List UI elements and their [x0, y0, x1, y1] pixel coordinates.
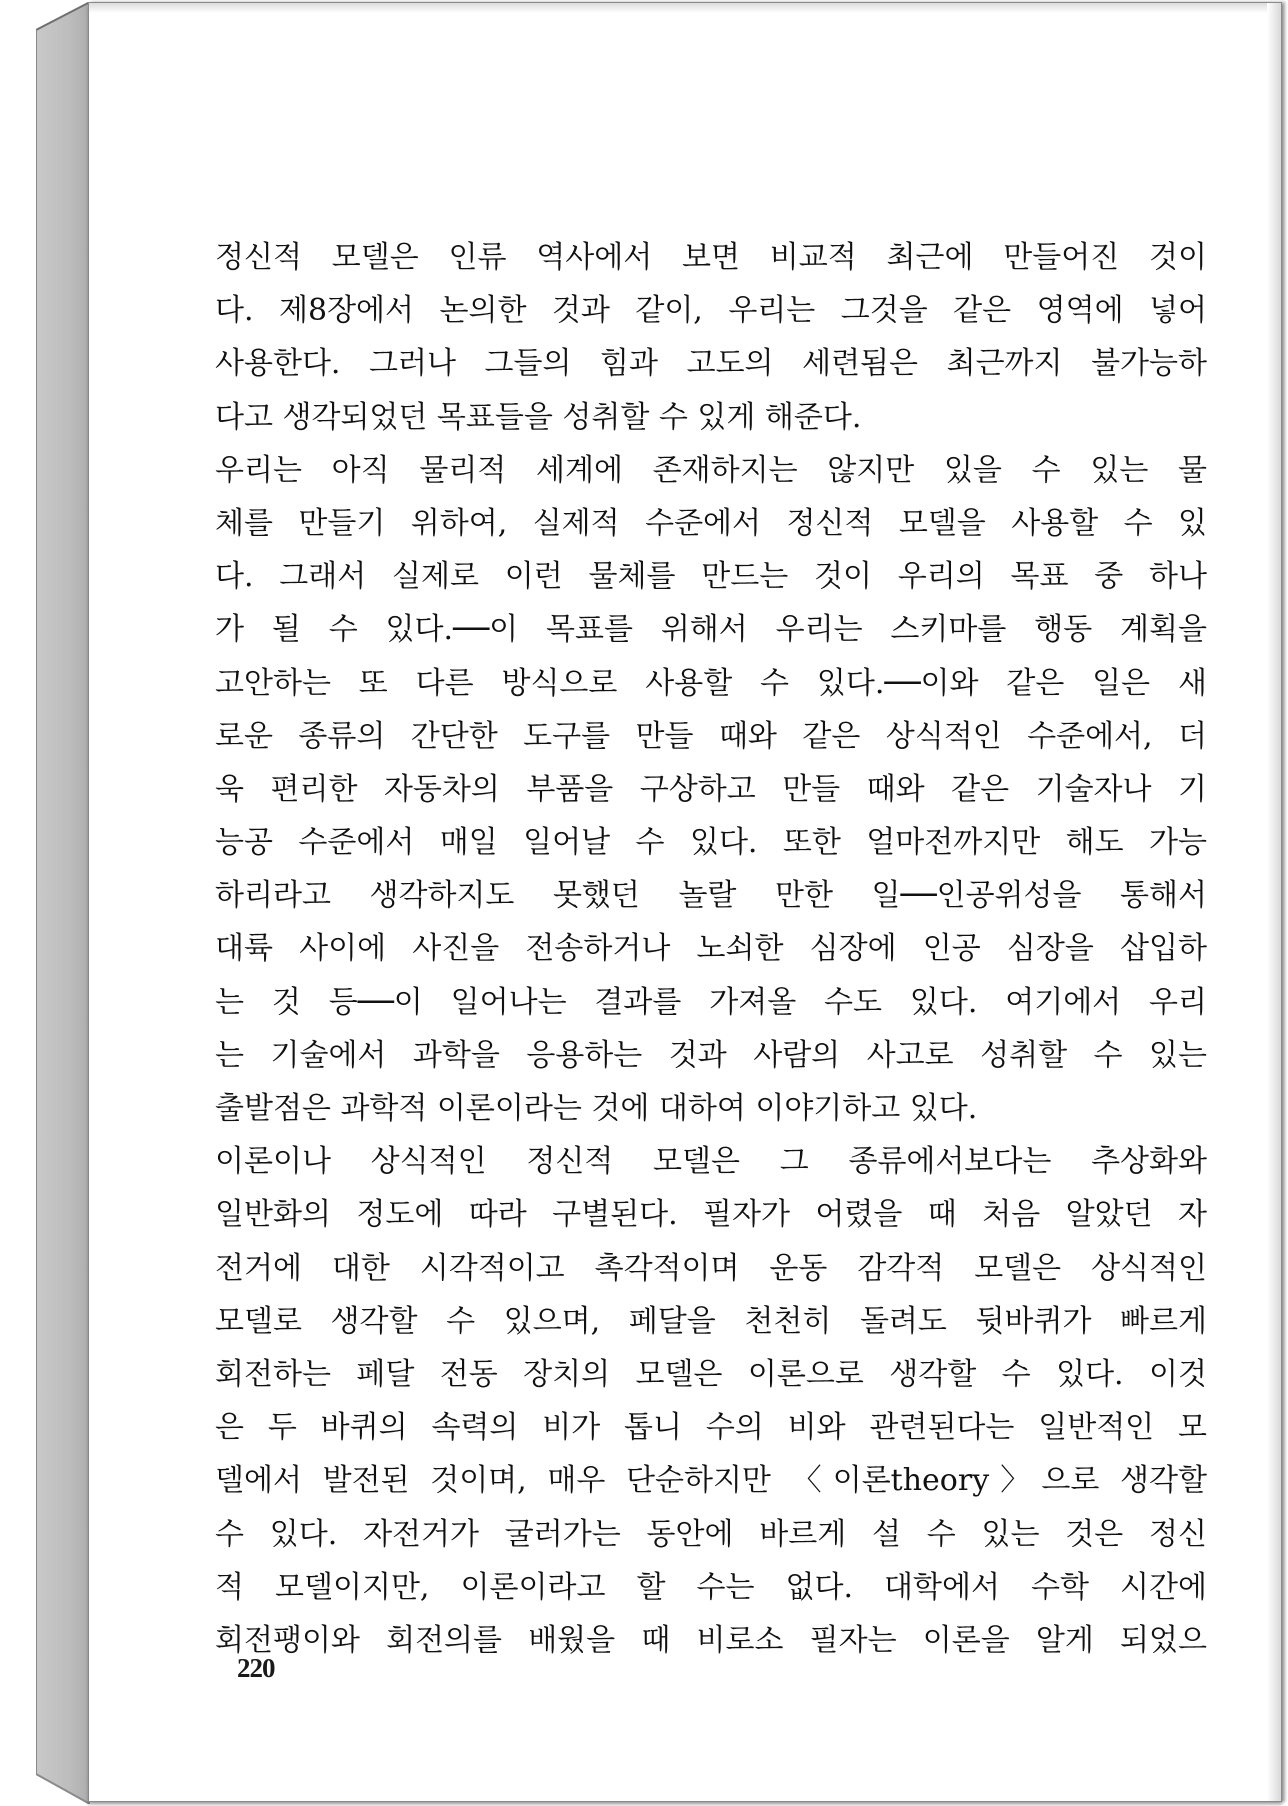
- text-line: 능공 수준에서 매일 일어날 수 있다. 또한 얼마전까지만 해도 가능: [215, 825, 1207, 861]
- page-number: 220: [237, 1653, 275, 1683]
- text-line: 일반화의 정도에 따라 구별된다. 필자가 어렸을 때 처음 알았던 자: [215, 1197, 1207, 1233]
- text-line: 체를 만들기 위하여, 실제적 수준에서 정신적 모델을 사용할 수 있: [215, 505, 1207, 541]
- text-line: 이론이나 상식적인 정신적 모델은 그 종류에서보다는 추상화와: [215, 1144, 1207, 1180]
- text-line: 전거에 대한 시각적이고 촉각적이며 운동 감각적 모델은 상식적인: [215, 1250, 1207, 1286]
- page-right-shade: [1267, 3, 1281, 1801]
- text-line: 다. 그래서 실제로 이런 물체를 만드는 것이 우리의 목표 중 하나: [215, 559, 1207, 595]
- text-line: 고안하는 또 다른 방식으로 사용할 수 있다.──이와 같은 일은 새: [215, 665, 1207, 701]
- body-text: [215, 231, 1207, 1667]
- text-line: 욱 편리한 자동차의 부품을 구상하고 만들 때와 같은 기술자나 기: [215, 771, 1207, 807]
- text-line: 로운 종류의 간단한 도구를 만들 때와 같은 상식적인 수준에서, 더: [215, 718, 1207, 754]
- text-line: 정신적 모델은 인류 역사에서 보면 비교적 최근에 만들어진 것이: [215, 240, 1207, 275]
- book-spine: [36, 2, 91, 1804]
- text-line: 사용한다. 그러나 그들의 힘과 고도의 세련됨은 최근까지 불가능하: [215, 346, 1207, 382]
- text-line: 회전하는 페달 전동 장치의 모델은 이론으로 생각할 수 있다. 이것: [215, 1356, 1207, 1392]
- text-line: 출발점은 과학적 이론이라는 것에 대하여 이야기하고 있다.: [215, 1091, 978, 1126]
- text-line: 수 있다. 자전거가 굴러가는 동안에 바르게 설 수 있는 것은 정신: [215, 1516, 1207, 1552]
- text-line: 우리는 아직 물리적 세계에 존재하지는 않지만 있을 수 있는 물: [215, 452, 1207, 488]
- text-line: 대륙 사이에 사진을 전송하거나 노쇠한 심장에 인공 심장을 삽입하: [215, 931, 1207, 967]
- text-line: 모델로 생각할 수 있으며, 페달을 천천히 돌려도 뒷바퀴가 빠르게: [215, 1303, 1207, 1339]
- page-top-shade: [89, 3, 1281, 13]
- text-line: 하리라고 생각하지도 못했던 놀랄 만한 일──인공위성을 통해서: [215, 878, 1207, 914]
- text-line: 다. 제8장에서 논의한 것과 같이, 우리는 그것을 같은 영역에 넣어: [215, 293, 1207, 329]
- text-line: 는 기술에서 과학을 응용하는 것과 사람의 사고로 성취할 수 있는: [215, 1037, 1207, 1073]
- book-page: [88, 2, 1282, 1802]
- text-line: 회전팽이와 회전의를 배웠을 때 비로소 필자는 이론을 알게 되었으: [215, 1622, 1207, 1658]
- text-line: 는 것 등──이 일어나는 결과를 가져올 수도 있다. 여기에서 우리: [215, 984, 1207, 1020]
- text-line: 은 두 바퀴의 속력의 비가 톱니 수의 비와 관련된다는 일반적인 모: [215, 1410, 1207, 1446]
- text-line: 다고 생각되었던 목표들을 성취할 수 있게 해준다.: [215, 399, 862, 435]
- text-line: 가 될 수 있다.──이 목표를 위해서 우리는 스키마를 행동 계획을: [215, 612, 1207, 648]
- text-line: 적 모델이지만, 이론이라고 할 수는 없다. 대학에서 수학 시간에: [215, 1569, 1207, 1605]
- text-line: 델에서 발전된 것이며, 매우 단순하지만 〈이론theory〉으로 생각할: [215, 1463, 1207, 1499]
